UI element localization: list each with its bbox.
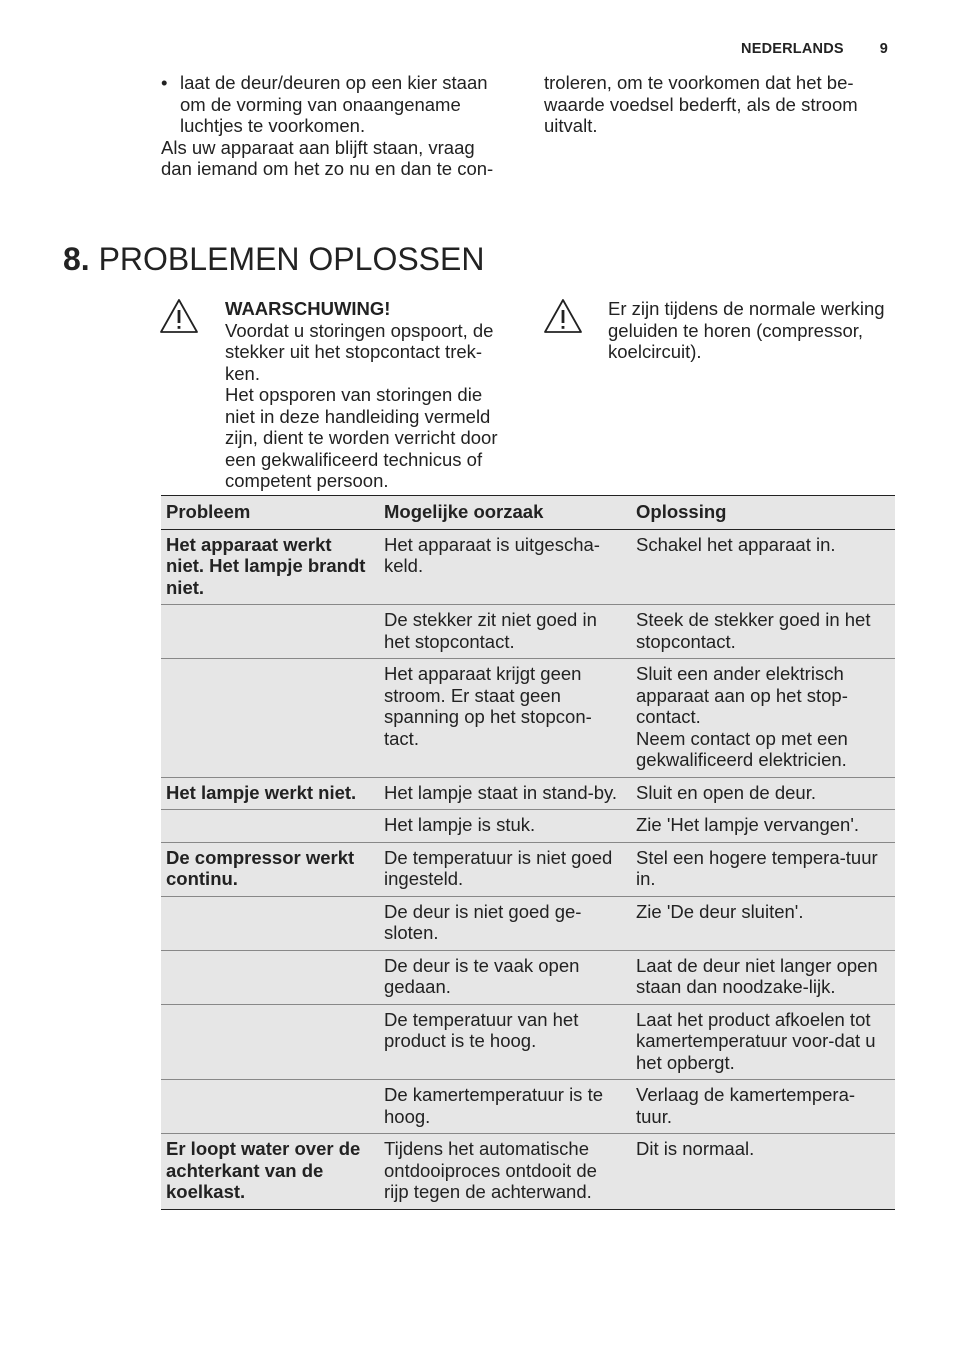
problem-cell: Het lampje werkt niet. — [161, 777, 379, 810]
solution-line: Neem contact op met een gekwalificeerd elektricien. — [636, 727, 848, 770]
cause-cell: De deur is te vaak open gedaan. — [379, 950, 631, 1004]
table-row — [161, 842, 895, 896]
problem-cell — [161, 659, 379, 778]
solution-cell: Zie 'De deur sluiten'. — [631, 896, 895, 950]
cause-cell: De stekker zit niet goed in het stopcontact. — [379, 605, 631, 659]
solution-cell: Verlaag de kamertempera-tuur. — [631, 1080, 895, 1134]
cause-cell: De kamertemperatuur is te hoog. — [379, 1080, 631, 1134]
cause-cell: Het apparaat is uitgescha-keld. — [379, 529, 631, 605]
column-header-cause: Mogelijke oorzaak — [379, 496, 631, 530]
list-item: • laat de deur/deuren op een kier staan om de vorming van onaangename luchtjes te voorkomen. — [161, 72, 506, 137]
problem-cell — [161, 896, 379, 950]
section-heading — [63, 239, 484, 279]
section-language: NEDERLANDS — [741, 41, 844, 57]
solution-cell: Laat het product afkoelen tot kamertemperatuur voor-dat u het opbergt. — [631, 1004, 895, 1080]
cause-cell: De temperatuur is niet goed ingesteld. — [379, 842, 631, 896]
warning-title: WAARSCHUWING! — [225, 298, 391, 319]
solution-line: Sluit een ander elektrisch apparaat aan op het stop-contact. — [636, 663, 848, 727]
column-header-solution: Oplossing — [631, 496, 895, 530]
cause-cell: De deur is niet goed ge-sloten. — [379, 896, 631, 950]
warning-text: Voordat u storingen opspoort, de stekker uit het stopcontact trek-ken. — [225, 319, 494, 384]
warning-box-right — [543, 298, 893, 378]
problem-cell — [161, 605, 379, 659]
table-row — [161, 1004, 895, 1080]
intro-paragraph-continued: troleren, om te voorkomen dat het be-waarde voedsel bederft, als de stroom uitvalt. — [544, 72, 858, 136]
table-row — [161, 529, 895, 605]
column-header-problem: Probleem — [161, 496, 379, 530]
intro-left-column — [161, 72, 506, 180]
page-header — [741, 39, 888, 61]
cause-cell: De temperatuur van het product is te hoog. — [379, 1004, 631, 1080]
solution-cell: Sluit en open de deur. — [631, 777, 895, 810]
troubleshooting-table — [161, 495, 895, 1210]
table-row — [161, 1134, 895, 1210]
intro-bullet-list — [161, 72, 506, 137]
page-number: 9 — [879, 41, 888, 57]
table-row — [161, 777, 895, 810]
problem-cell — [161, 1080, 379, 1134]
solution-cell: Steek de stekker goed in het stopcontact. — [631, 605, 895, 659]
solution-cell: Laat de deur niet langer open staan dan noodzake-lijk. — [631, 950, 895, 1004]
problem-cell: Het apparaat werkt niet. Het lampje brandt niet. — [161, 529, 379, 605]
intro-right-column — [544, 72, 889, 137]
table-row — [161, 659, 895, 778]
problem-cell: De compressor werkt continu. — [161, 842, 379, 896]
section-title: PROBLEMEN OPLOSSEN — [98, 241, 485, 277]
table-row — [161, 950, 895, 1004]
problem-cell: Er loopt water over de achterkant van de koelkast. — [161, 1134, 379, 1210]
table-row — [161, 810, 895, 843]
table-row — [161, 896, 895, 950]
cause-cell: Het lampje is stuk. — [379, 810, 631, 843]
cause-cell: Tijdens het automatische ontdooiproces ontdooit de rijp tegen de achterwand. — [379, 1134, 631, 1210]
warning-triangle-icon — [543, 298, 583, 334]
section-number: 8. — [63, 241, 90, 277]
cause-cell: Het lampje staat in stand-by. — [379, 777, 631, 810]
warning-text: Het opsporen van storingen die niet in deze handleiding vermeld zijn, dient te worden verricht door een gekwalificeerd technicus of competent persoon. — [225, 384, 498, 491]
solution-cell: Zie 'Het lampje vervangen'. — [631, 810, 895, 843]
solution-cell: Schakel het apparaat in. — [631, 529, 895, 605]
intro-paragraph: Als uw apparaat aan blijft staan, vraag dan iemand om het zo nu en dan te con- — [161, 136, 494, 179]
cause-cell: Het apparaat krijgt geen stroom. Er staat geen spanning op het stopcon-tact. — [379, 659, 631, 778]
problem-cell — [161, 810, 379, 843]
solution-cell — [631, 659, 895, 778]
solution-cell: Stel een hogere tempera-tuur in. — [631, 842, 895, 896]
warning-box-left — [159, 298, 509, 491]
table-header-row — [161, 496, 895, 530]
notice-text: Er zijn tijdens de normale werking geluiden te horen (compressor, koelcircuit). — [608, 298, 885, 362]
problem-cell — [161, 950, 379, 1004]
table-row — [161, 605, 895, 659]
table-row — [161, 1080, 895, 1134]
warning-triangle-icon — [159, 298, 199, 334]
solution-cell: Dit is normaal. — [631, 1134, 895, 1210]
problem-cell — [161, 1004, 379, 1080]
